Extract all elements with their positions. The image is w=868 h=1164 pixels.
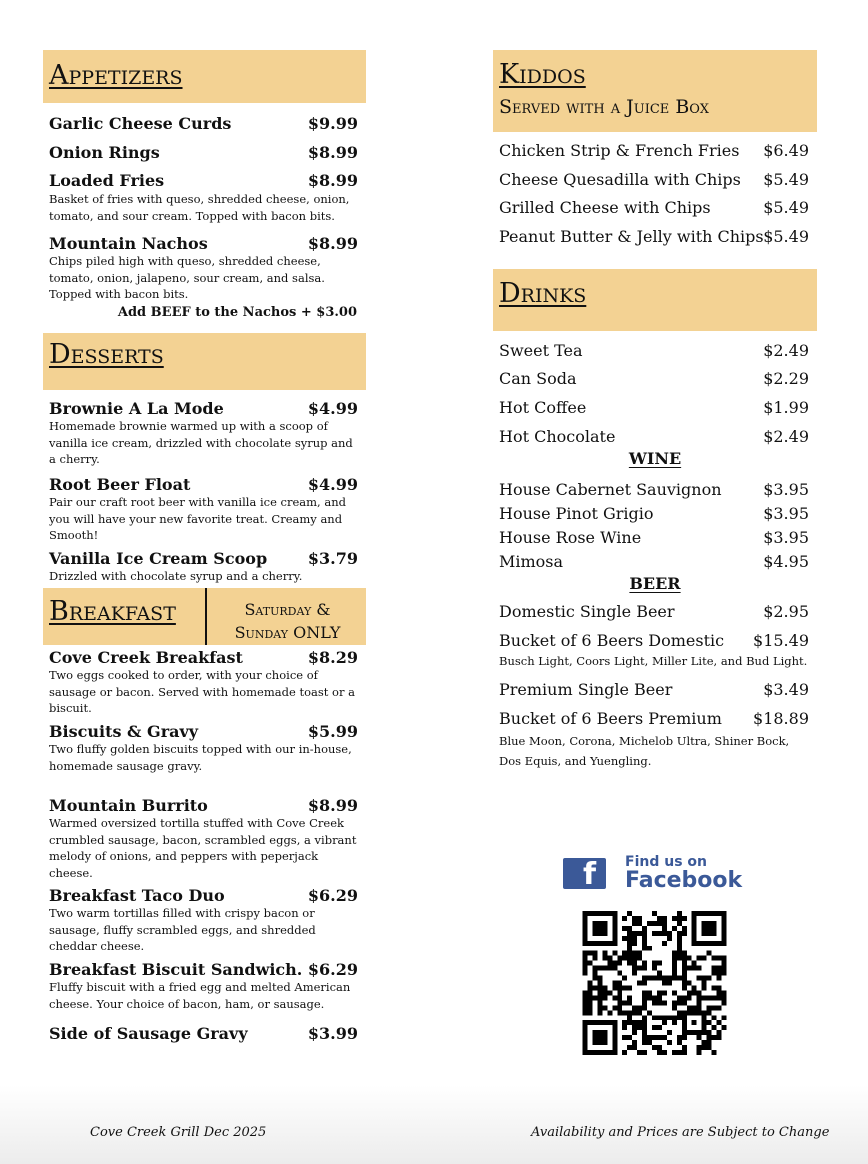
- menu-item: [43, 796, 366, 815]
- item-price: $3.49: [763, 680, 809, 699]
- menu-item: [493, 341, 817, 369]
- item-description: Two fluffy golden biscuits topped with our in-house, homemade sausage gravy.: [49, 742, 352, 773]
- item-name: Onion Rings: [49, 143, 160, 162]
- item-price: $5.49: [763, 170, 809, 189]
- beer-heading: BEER: [629, 574, 681, 593]
- menu-item: [43, 648, 366, 667]
- item-name: Breakfast Biscuit Sandwich.: [49, 960, 303, 979]
- item-price: $8.99: [307, 171, 358, 190]
- menu-item: [493, 680, 817, 709]
- item-price: $8.99: [307, 796, 358, 815]
- item-price: $9.99: [307, 114, 358, 133]
- item-name: Mountain Nachos: [49, 234, 208, 253]
- desserts-header: [43, 333, 366, 390]
- item-description: Drizzled with chocolate syrup and a cherry.: [49, 569, 303, 583]
- item-price: $2.29: [763, 369, 809, 388]
- item-name: Chicken Strip & French Fries: [499, 141, 740, 160]
- item-name: House Pinot Grigio: [499, 504, 654, 523]
- item-price: $6.49: [763, 141, 809, 160]
- item-price: $1.99: [763, 398, 809, 417]
- item-name: Premium Single Beer: [499, 680, 673, 699]
- breakfast-title: Breakfast: [49, 596, 176, 627]
- item-description: Two warm tortillas filled with crispy bacon or sausage, fluffy scrambled eggs, and shredded cheddar cheese.: [49, 906, 316, 953]
- availability-line2: Sunday ONLY: [234, 623, 341, 642]
- item-price: $2.49: [763, 427, 809, 446]
- item-price: $15.49: [753, 631, 809, 650]
- item-name: Vanilla Ice Cream Scoop: [49, 549, 268, 568]
- menu-item: [493, 141, 817, 170]
- facebook-badge[interactable]: [563, 856, 753, 896]
- menu-item: [493, 170, 817, 198]
- item-price: $3.95: [763, 504, 809, 523]
- menu-item: [493, 480, 817, 504]
- qr-code[interactable]: [582, 911, 727, 1055]
- item-description: [493, 731, 817, 771]
- item-name: House Cabernet Sauvignon: [499, 480, 722, 499]
- item-price: $4.95: [763, 552, 809, 571]
- item-name: House Rose Wine: [499, 528, 642, 547]
- desserts-title: Desserts: [49, 339, 164, 370]
- description-line: Dos Equis, and Yuengling.: [499, 754, 652, 768]
- left-column: [43, 50, 366, 1043]
- menu-item: [493, 198, 817, 227]
- menu-item: [493, 602, 817, 631]
- menu-item: [493, 552, 817, 574]
- facebook-line1: Find us on: [625, 854, 707, 870]
- item-description: Warmed oversized tortilla stuffed with Cove Creek crumbled sausage, bacon, scrambled eggs, a vibrant melody of onions, and peppers with peperjack cheese.: [49, 816, 357, 880]
- item-price: $5.99: [307, 722, 358, 741]
- footer-disclaimer: Availability and Prices are Subject to Change: [531, 1125, 830, 1140]
- menu-item: [43, 234, 366, 253]
- menu-item: [43, 960, 366, 979]
- item-name: Hot Coffee: [499, 398, 587, 417]
- item-price: $2.49: [763, 341, 809, 360]
- wine-heading: WINE: [628, 449, 682, 468]
- item-description: Basket of fries with queso, shredded cheese, onion, tomato, and sour cream. Topped with bacon bits.: [49, 192, 350, 223]
- item-name: Cheese Quesadilla with Chips: [499, 170, 741, 189]
- item-name: Cove Creek Breakfast: [49, 648, 243, 667]
- menu-item: [493, 504, 817, 528]
- nachos-addon: Add BEEF to the Nachos + $3.00: [117, 305, 357, 320]
- item-name: Loaded Fries: [49, 171, 165, 190]
- facebook-line2: Facebook: [625, 868, 743, 893]
- item-price: $6.29: [307, 960, 358, 979]
- item-price: $18.89: [753, 709, 809, 728]
- breakfast-availability: [209, 598, 366, 644]
- item-price: $3.99: [307, 1024, 358, 1043]
- item-name: Garlic Cheese Curds: [49, 114, 232, 133]
- item-name: Bucket of 6 Beers Domestic: [499, 631, 725, 650]
- item-price: $3.95: [763, 528, 809, 547]
- breakfast-header: [43, 588, 366, 645]
- item-name: Peanut Butter & Jelly with Chips: [499, 227, 764, 246]
- kiddos-subtitle: Served with a Juice Box: [499, 96, 709, 118]
- drinks-header: [493, 269, 817, 331]
- item-name: Hot Chocolate: [499, 427, 616, 446]
- item-description: Fluffy biscuit with a fried egg and melted American cheese. Your choice of bacon, ham, or sausage.: [49, 980, 351, 1011]
- item-name: Mimosa: [499, 552, 564, 571]
- item-name: Breakfast Taco Duo: [49, 886, 225, 905]
- item-name: Sweet Tea: [499, 341, 583, 360]
- menu-item: [493, 398, 817, 427]
- item-name: Can Soda: [499, 369, 577, 388]
- item-description: Busch Light, Coors Light, Miller Lite, and Bud Light.: [499, 654, 808, 668]
- item-name: Bucket of 6 Beers Premium: [499, 709, 722, 728]
- menu-item: [493, 227, 817, 269]
- kiddos-header: [493, 50, 817, 132]
- item-description: Chips piled high with queso, shredded cheese, tomato, onion, jalapeno, sour cream, and salsa. Topped with bacon bits.: [49, 254, 325, 301]
- menu-item: [43, 549, 366, 568]
- menu-item: [493, 369, 817, 398]
- item-name: Brownie A La Mode: [49, 399, 224, 418]
- right-column: [493, 50, 817, 771]
- item-name: Side of Sausage Gravy: [49, 1024, 248, 1043]
- item-name: Root Beer Float: [49, 475, 191, 494]
- facebook-icon: f: [563, 858, 606, 889]
- menu-item: [43, 1024, 366, 1043]
- menu-item: [493, 528, 817, 552]
- menu-item: [493, 709, 817, 731]
- item-price: $4.99: [307, 399, 358, 418]
- item-price: $3.79: [307, 549, 358, 568]
- availability-line1: Saturday &: [244, 600, 331, 619]
- item-price: $5.49: [763, 198, 809, 217]
- item-description: Homemade brownie warmed up with a scoop of vanilla ice cream, drizzled with chocolate syrup and a cherry.: [49, 419, 353, 466]
- item-name: Biscuits & Gravy: [49, 722, 199, 741]
- item-description: Two eggs cooked to order, with your choice of sausage or bacon. Served with homemade toast or a biscuit.: [49, 668, 355, 715]
- item-price: $6.29: [307, 886, 358, 905]
- header-divider: [205, 588, 207, 645]
- item-price: $8.99: [307, 143, 358, 162]
- menu-item: [493, 427, 817, 449]
- menu-item: [43, 171, 366, 191]
- item-price: $8.29: [307, 648, 358, 667]
- item-price: $3.95: [763, 480, 809, 499]
- item-name: Grilled Cheese with Chips: [499, 198, 711, 217]
- item-name: Domestic Single Beer: [499, 602, 675, 621]
- item-description: Pair our craft root beer with vanilla ice cream, and you will have your new favorite treat. Creamy and Smooth!: [49, 495, 346, 542]
- item-price: $8.99: [307, 234, 358, 253]
- menu-item: [43, 722, 366, 741]
- appetizers-title: Appetizers: [49, 60, 183, 91]
- menu-item: [43, 114, 366, 143]
- menu-item: [43, 143, 366, 171]
- item-price: $2.95: [763, 602, 809, 621]
- kiddos-title: Kiddos: [499, 59, 586, 90]
- menu-item: [43, 475, 366, 494]
- footer-date: Cove Creek Grill Dec 2025: [90, 1125, 267, 1140]
- drinks-title: Drinks: [499, 278, 587, 309]
- item-name: Mountain Burrito: [49, 796, 208, 815]
- appetizers-header: [43, 50, 366, 103]
- item-price: $4.99: [307, 475, 358, 494]
- menu-item: [43, 886, 366, 905]
- description-line: Blue Moon, Corona, Michelob Ultra, Shiner Bock,: [499, 734, 790, 748]
- menu-item: [43, 399, 366, 418]
- item-price: $5.49: [763, 227, 809, 246]
- menu-item: [493, 631, 817, 653]
